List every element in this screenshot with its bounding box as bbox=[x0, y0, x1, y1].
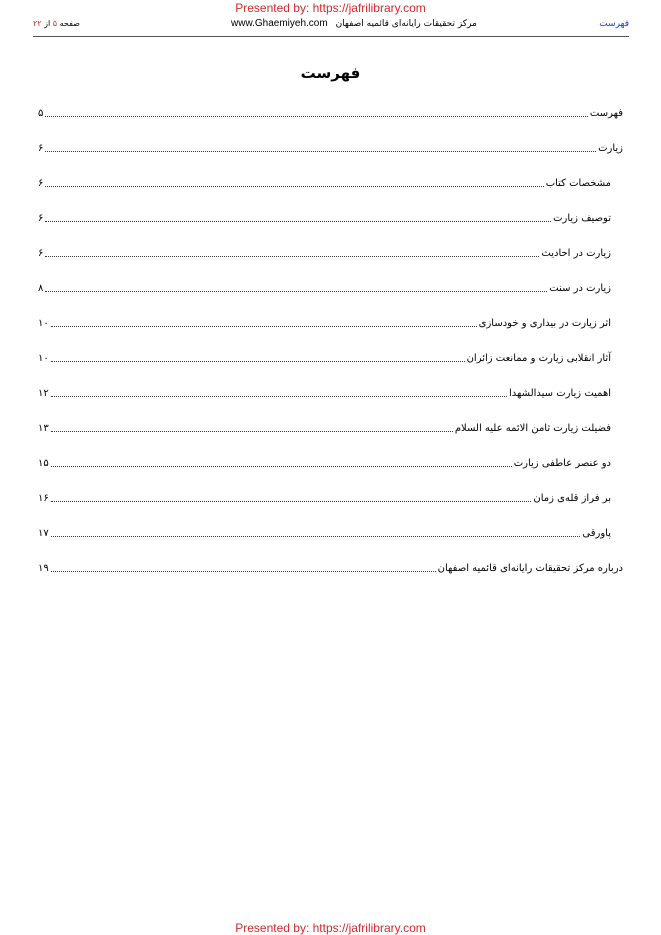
page-current: ۵ bbox=[52, 19, 58, 28]
toc-entry[interactable] bbox=[38, 387, 623, 422]
toc-entry[interactable] bbox=[38, 177, 623, 212]
toc-dot-leader bbox=[51, 492, 532, 502]
toc-entry[interactable] bbox=[38, 422, 623, 457]
toc-entry-page-number[interactable]: ۶ bbox=[38, 143, 44, 154]
presented-by-banner-top: Presented by: https://jafrilibrary.com bbox=[235, 1, 426, 15]
toc-dot-leader bbox=[45, 282, 547, 292]
presented-by-banner-bottom: Presented by: https://jafrilibrary.com bbox=[235, 921, 426, 935]
toc-entry-page-number[interactable]: ۱۰ bbox=[38, 353, 49, 364]
page-header bbox=[33, 16, 629, 37]
toc-entry-page-number[interactable]: ۱۰ bbox=[38, 318, 49, 329]
toc-entry-page-number[interactable]: ۶ bbox=[38, 213, 44, 224]
header-website: www.Ghaemiyeh.com bbox=[231, 18, 328, 29]
toc-entry-label[interactable]: فضیلت زیارت ثامن الائمه علیه السلام bbox=[454, 423, 611, 434]
toc-entry-page-number[interactable]: ۶ bbox=[38, 178, 44, 189]
toc-entry-label[interactable]: دو عنصر عاطفی زیارت bbox=[513, 458, 611, 469]
toc-entry[interactable] bbox=[38, 107, 623, 142]
toc-entry-page-number[interactable]: ۱۷ bbox=[38, 528, 49, 539]
toc-entry-label[interactable]: پاورقی bbox=[582, 528, 611, 539]
header-site-info bbox=[231, 18, 477, 29]
toc-entry-page-number[interactable]: ۱۹ bbox=[38, 563, 49, 574]
toc-entry-label[interactable]: اهمیت زیارت سیدالشهدا bbox=[509, 388, 611, 399]
toc-entry-label[interactable]: مشخصات کتاب bbox=[545, 178, 611, 189]
toc-entry-label[interactable]: زیارت در سنت bbox=[549, 283, 611, 294]
toc-dot-leader bbox=[45, 212, 551, 222]
header-organization: مرکز تحقیقات رایانه‌ای قائمیه اصفهان bbox=[335, 19, 477, 29]
toc-dot-leader bbox=[51, 422, 453, 432]
toc-entry-page-number[interactable]: ۱۳ bbox=[38, 423, 49, 434]
page-word: صفحه bbox=[59, 19, 80, 28]
toc-entry[interactable] bbox=[38, 317, 623, 352]
toc-dot-leader bbox=[51, 562, 436, 572]
toc-dot-leader bbox=[51, 387, 507, 397]
toc-dot-leader bbox=[51, 352, 465, 362]
toc-entry-page-number[interactable]: ۶ bbox=[38, 248, 44, 259]
toc-list bbox=[38, 107, 623, 597]
toc-entry-label[interactable]: اثر زیارت در بیداری و خودسازی bbox=[478, 318, 611, 329]
toc-entry[interactable] bbox=[38, 562, 623, 597]
toc-entry[interactable] bbox=[38, 352, 623, 387]
toc-entry-label[interactable]: زیارت bbox=[598, 143, 623, 154]
toc-entry[interactable] bbox=[38, 492, 623, 527]
toc-entry-page-number[interactable]: ۸ bbox=[38, 283, 44, 294]
toc-entry-page-number[interactable]: ۱۶ bbox=[38, 493, 49, 504]
toc-entry[interactable] bbox=[38, 212, 623, 247]
toc-entry[interactable] bbox=[38, 247, 623, 282]
toc-dot-leader bbox=[51, 317, 477, 327]
toc-entry-label[interactable]: درباره مرکز تحقیقات رایانه‌ای قائمیه اصفهان bbox=[437, 563, 623, 574]
toc-entry-label[interactable]: بر فراز قله‌ی زمان bbox=[533, 493, 611, 504]
toc-entry-page-number[interactable]: ۵ bbox=[38, 108, 44, 119]
toc-entry-page-number[interactable]: ۱۵ bbox=[38, 458, 49, 469]
toc-dot-leader bbox=[45, 107, 588, 117]
toc-entry-page-number[interactable]: ۱۲ bbox=[38, 388, 49, 399]
toc-dot-leader bbox=[45, 247, 539, 257]
toc-dot-leader bbox=[51, 527, 581, 537]
toc-entry-label[interactable]: آثار انقلابی زیارت و ممانعت زائران bbox=[466, 353, 611, 364]
toc-entry-label[interactable]: فهرست bbox=[589, 108, 623, 119]
page-total: ۲۲ bbox=[33, 19, 42, 28]
of-word: از bbox=[44, 19, 51, 28]
toc-dot-leader bbox=[51, 457, 512, 467]
toc-title: فهرست bbox=[300, 64, 361, 82]
toc-entry-label[interactable]: زیارت در احادیث bbox=[541, 248, 611, 259]
toc-dot-leader bbox=[45, 177, 543, 187]
toc-entry[interactable] bbox=[38, 457, 623, 492]
toc-entry[interactable] bbox=[38, 527, 623, 562]
toc-dot-leader bbox=[45, 142, 596, 152]
toc-entry[interactable] bbox=[38, 282, 623, 317]
header-section-title[interactable]: فهرست bbox=[599, 19, 629, 29]
toc-entry[interactable] bbox=[38, 142, 623, 177]
toc-entry-label[interactable]: توصیف زیارت bbox=[553, 213, 611, 224]
header-page-counter bbox=[33, 19, 80, 28]
